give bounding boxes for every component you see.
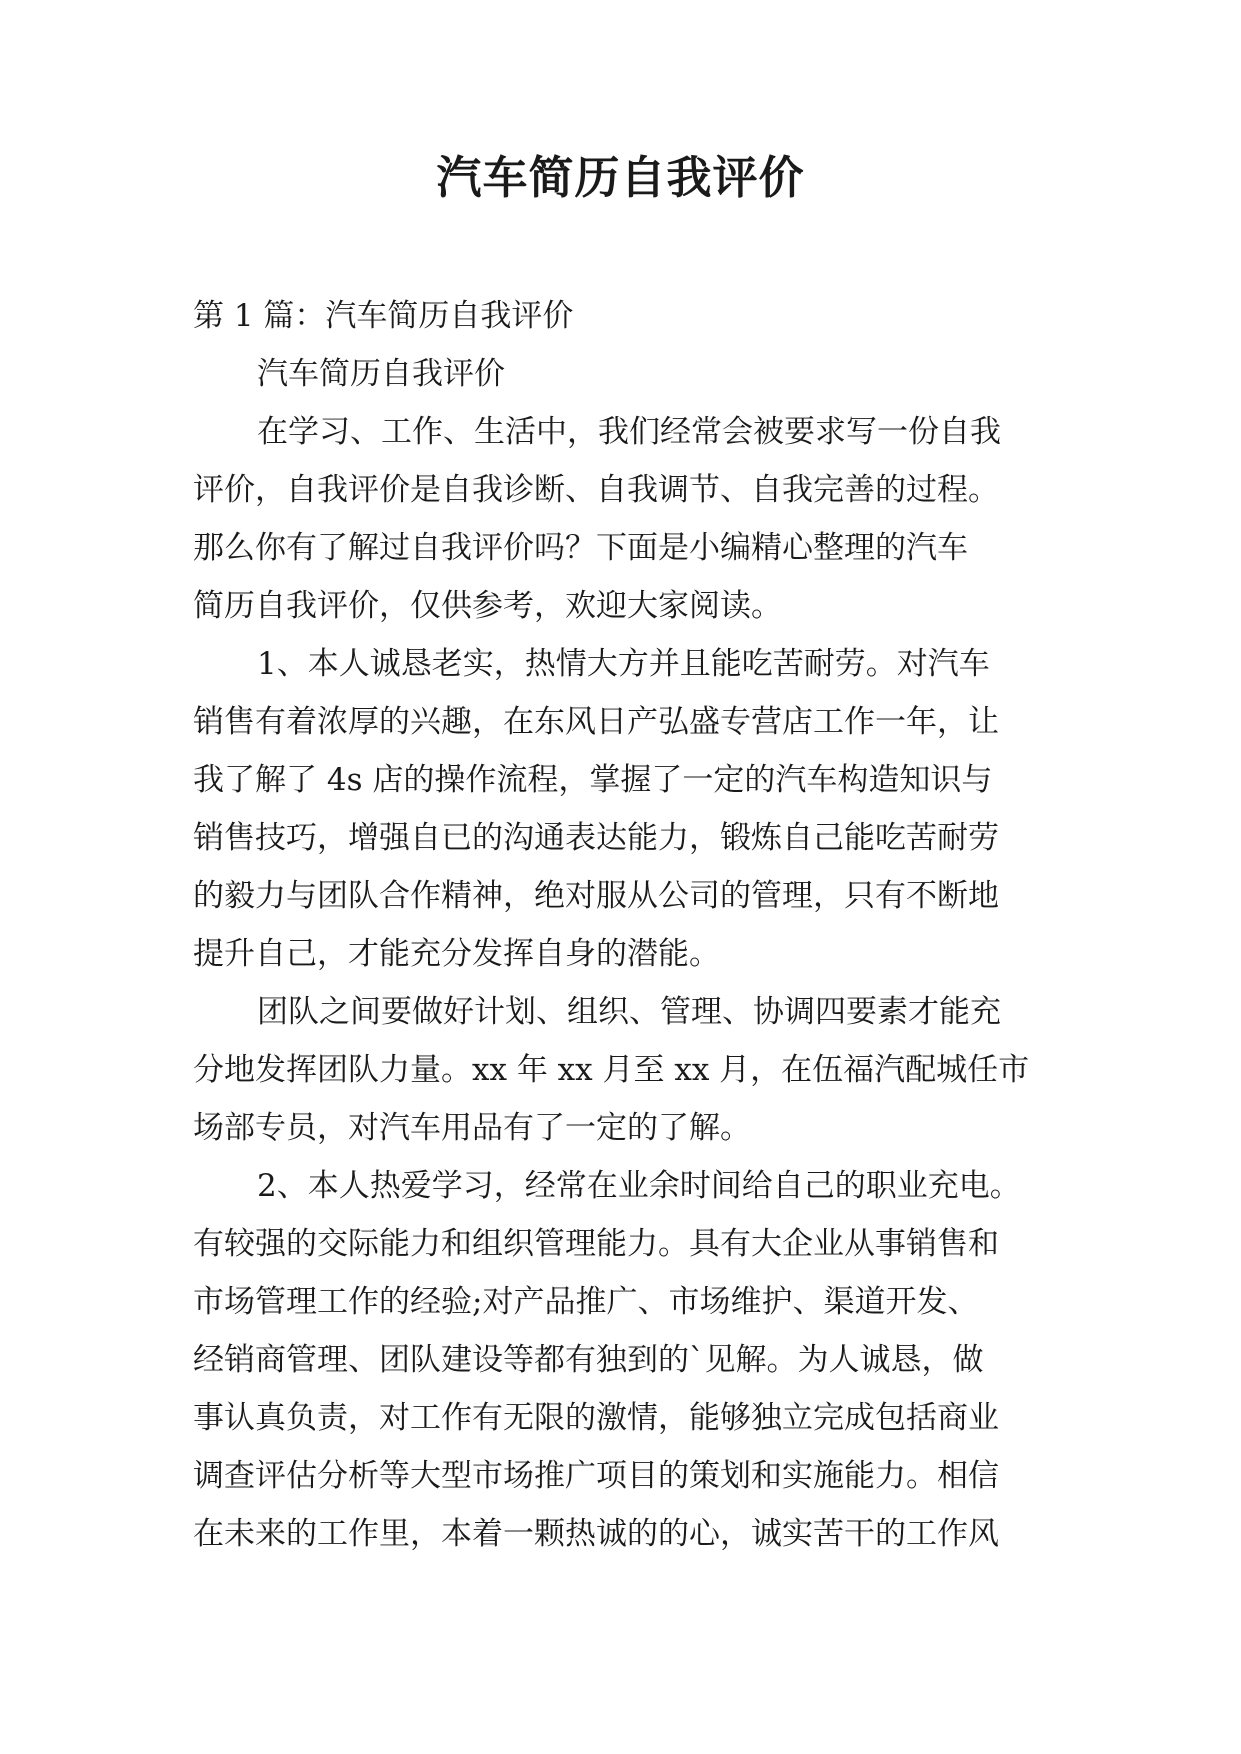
- section-heading: 第 1 篇：汽车简历自我评价: [193, 298, 574, 334]
- paragraph-point-1: 1、本人诚恳老实，热情大方并且能吃苦耐劳。对汽车 销售有着浓厚的兴趣，在东风日产弘盛专营店工作一年，让 我了解了 4s 店的操作流程，掌握了一定的汽车构造知识与 销售技巧，增强自已的沟通表达能力，锻炼自己能吃苦耐劳 的毅力与团队合作精神，绝对服从公司的管理，只有不断地 提升自己，才能充分发挥自身的潜能。: [193, 646, 999, 972]
- document-body: [193, 287, 1059, 1563]
- paragraph-team: 团队之间要做好计划、组织、管理、协调四要素才能充 分地发挥团队力量。xx 年 xx 月至 xx 月，在伍福汽配城任市 场部专员，对汽车用品有了一定的了解。: [193, 994, 1030, 1146]
- paragraph-point-2: 2、本人热爱学习，经常在业余时间给自己的职业充电。 有较强的交际能力和组织管理能力。具有大企业从事销售和 市场管理工作的经验;对产品推广、市场维护、渠道开发、 经销商管理、团队建设等都有独到的`见解。为人诚恳，做 事认真负责，对工作有无限的激情，能够独立完成包括商业 调查评估分析等大型市场推广项目的策划和实施能力。相信 在未来的工作里，本着一颗热诚的的心，诚实苦干的工作风: [193, 1168, 1021, 1552]
- section-subtitle: 汽车简历自我评价: [257, 356, 505, 392]
- paragraph-intro: 在学习、工作、生活中，我们经常会被要求写一份自我 评价，自我评价是自我诊断、自我调节、自我完善的过程。 那么你有了解过自我评价吗？下面是小编精心整理的汽车 简历自我评价，仅供参考，欢迎大家阅读。: [193, 414, 1001, 624]
- document-title: 汽车简历自我评价: [436, 151, 805, 204]
